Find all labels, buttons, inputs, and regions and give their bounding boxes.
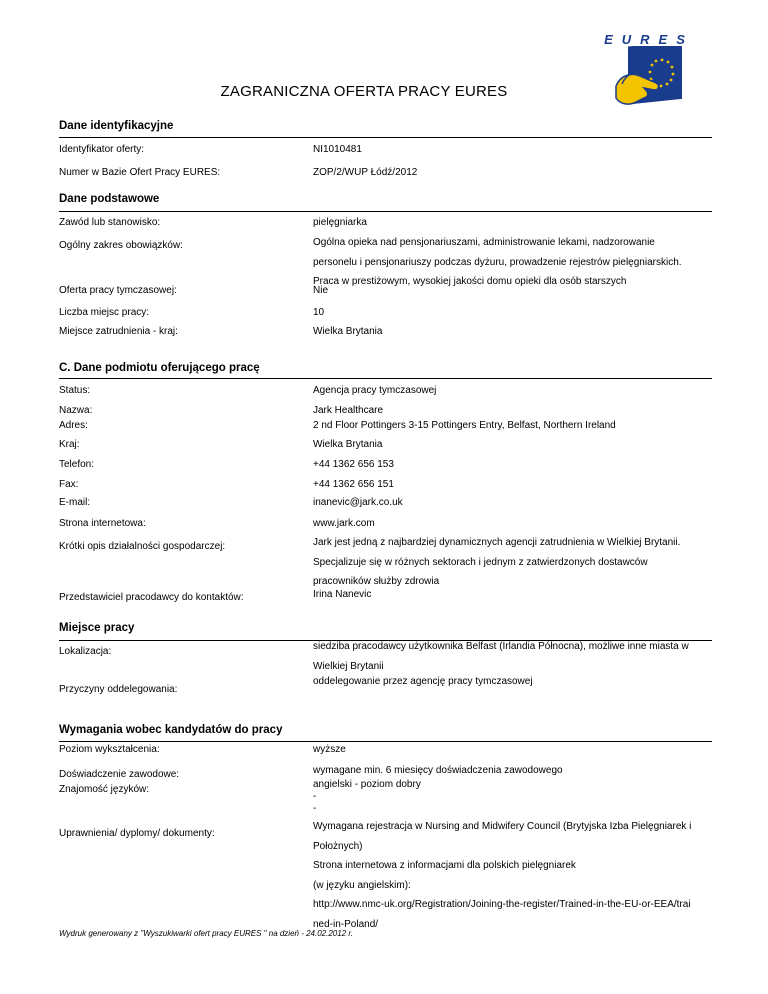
field-label: Strona internetowa: bbox=[59, 518, 146, 529]
field-label: Lokalizacja: bbox=[59, 646, 112, 657]
section-rule bbox=[59, 378, 712, 379]
section-rule bbox=[59, 741, 712, 742]
field-value: Wielkiej Brytanii bbox=[313, 660, 384, 672]
field-value: Nie bbox=[313, 285, 329, 296]
field-label: Uprawnienia/ dyplomy/ dokumenty: bbox=[59, 828, 215, 839]
section-rule bbox=[59, 211, 712, 212]
field-value: Ogólna opieka nad pensjonariuszami, administrowanie lekami, nadzorowanie bbox=[313, 237, 655, 248]
field-label: Przyczyny oddelegowania: bbox=[59, 684, 178, 695]
field-label: Status: bbox=[59, 385, 91, 396]
field-label: Telefon: bbox=[59, 459, 95, 470]
document-title: ZAGRANICZNA OFERTA PRACY EURES bbox=[220, 83, 508, 100]
section-title-employer: C. Dane podmiotu oferującego pracę bbox=[59, 362, 260, 374]
field-label: E-mail: bbox=[59, 497, 91, 508]
field-value: pracowników służby zdrowia bbox=[313, 576, 440, 587]
field-value: Wielka Brytania bbox=[313, 439, 383, 450]
field-label: Oferta pracy tymczasowej: bbox=[59, 285, 177, 296]
field-label: Krótki opis działalności gospodarczej: bbox=[59, 541, 226, 552]
field-value: Irina Nanevic bbox=[313, 589, 372, 600]
field-value: http://www.nmc-uk.org/Registration/Joining-the-register/Trained-in-the-EU-or-EEA/trai bbox=[313, 899, 691, 910]
field-label: Znajomość języków: bbox=[59, 784, 150, 795]
field-value: pielęgniarka bbox=[313, 217, 367, 228]
field-value: ned-in-Poland/ bbox=[313, 918, 379, 930]
field-label: Doświadczenie zawodowe: bbox=[59, 769, 180, 780]
field-label: Miejsce zatrudnienia - kraj: bbox=[59, 326, 178, 337]
field-label: Przedstawiciel pracodawcy do kontaktów: bbox=[59, 592, 244, 603]
field-value: ZOP/2/WUP Łódź/2012 bbox=[313, 167, 418, 178]
field-value: angielski - poziom dobry bbox=[313, 779, 421, 790]
section-title-workplace: Miejsce pracy bbox=[59, 622, 135, 634]
field-value: +44 1362 656 151 bbox=[313, 479, 394, 490]
field-value: www.jark.com bbox=[313, 518, 375, 529]
section-title-identification: Dane identyfikacyjne bbox=[59, 120, 174, 132]
field-value: - bbox=[313, 791, 317, 802]
field-value: personelu i pensjonariuszy podczas dyżuru, prowadzenie rejestrów pielęgniarskich. bbox=[313, 256, 682, 268]
field-value: wyższe bbox=[313, 744, 346, 755]
field-label: Nazwa: bbox=[59, 405, 93, 416]
field-value: Położnych) bbox=[313, 840, 363, 852]
field-value: inanevic@jark.co.uk bbox=[313, 497, 403, 508]
field-label: Poziom wykształcenia: bbox=[59, 744, 160, 755]
field-value: Jark Healthcare bbox=[313, 405, 384, 416]
section-title-basic: Dane podstawowe bbox=[59, 193, 160, 205]
field-value: siedziba pracodawcy użytkownika Belfast (Irlandia Północna), możliwe inne miasta w bbox=[313, 641, 689, 652]
footer-note: Wydruk generowany z "Wyszukiwarki ofert pracy EURES " na dzień - 24.02.2012 r. bbox=[59, 929, 353, 938]
field-value: Strona internetowa z informacjami dla polskich pielęgniarek bbox=[313, 860, 576, 871]
field-value: +44 1362 656 153 bbox=[313, 459, 394, 470]
field-label: Ogólny zakres obowiązków: bbox=[59, 240, 183, 251]
field-label: Zawód lub stanowisko: bbox=[59, 217, 161, 228]
field-label: Liczba miejsc pracy: bbox=[59, 307, 150, 318]
section-rule bbox=[59, 137, 712, 138]
field-value: 10 bbox=[313, 307, 325, 318]
field-value: oddelegowanie przez agencję pracy tymczasowej bbox=[313, 676, 533, 687]
field-value: Specjalizuje się w różnych sektorach i jednym z zatwierdzonych dostawców bbox=[313, 556, 648, 568]
field-label: Adres: bbox=[59, 420, 88, 431]
field-value: NI1010481 bbox=[313, 144, 362, 155]
field-label: Fax: bbox=[59, 479, 79, 490]
eures-logo-icon bbox=[614, 46, 686, 118]
field-value: - bbox=[313, 803, 317, 814]
field-value: Praca w prestiżowym, wysokiej jakości domu opieki dla osób starszych bbox=[313, 276, 627, 287]
field-value: Wielka Brytania bbox=[313, 326, 383, 337]
field-label: Numer w Bazie Ofert Pracy EURES: bbox=[59, 167, 221, 178]
field-value: Jark jest jedną z najbardziej dynamicznych agencji zatrudnienia w Wielkiej Brytanii. bbox=[313, 537, 681, 548]
eures-logo bbox=[604, 32, 694, 118]
section-title-requirements: Wymagania wobec kandydatów do pracy bbox=[59, 724, 283, 736]
eures-logo-text: EURES bbox=[604, 32, 694, 47]
field-label: Kraj: bbox=[59, 439, 80, 450]
field-value: Wymagana rejestracja w Nursing and Midwifery Council (Brytyjska Izba Pielęgniarek i bbox=[313, 821, 692, 832]
field-value: Agencja pracy tymczasowej bbox=[313, 385, 437, 396]
field-value: 2 nd Floor Pottingers 3-15 Pottingers Entry, Belfast, Northern Ireland bbox=[313, 420, 616, 431]
field-label: Identyfikator oferty: bbox=[59, 144, 145, 155]
field-value: (w języku angielskim): bbox=[313, 879, 411, 891]
field-value: wymagane min. 6 miesięcy doświadczenia zawodowego bbox=[313, 765, 563, 776]
